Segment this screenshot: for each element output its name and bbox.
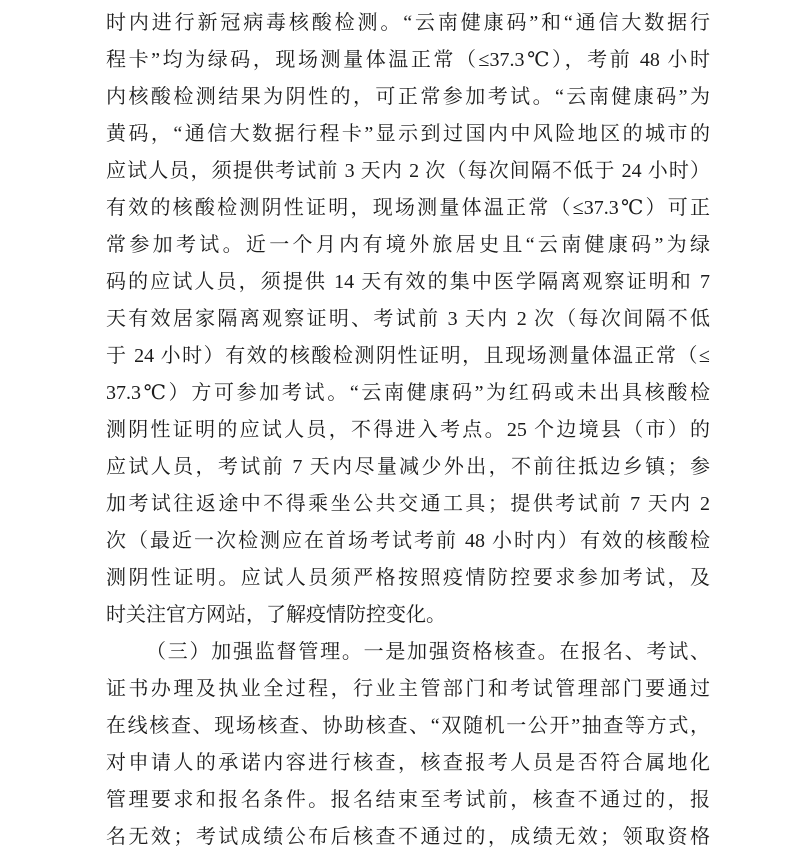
text-line-section-start: （三）加强监督管理。一是加强资格核查。在报名、考试、 xyxy=(146,641,710,663)
text-line: 码的应试人员，须提供 14 天有效的集中医学隔离观察证明和 7 xyxy=(106,271,710,293)
text-line: 应试人员，考试前 7 天内尽量减少外出，不前往抵边乡镇；参 xyxy=(106,456,710,478)
text-line: 在线核查、现场核查、协助核查、“双随机一公开”抽查等方式， xyxy=(106,715,710,737)
text-line: 次（最近一次检测应在首场考试考前 48 小时内）有效的核酸检 xyxy=(106,530,710,552)
text-line: 测阴性证明。应试人员须严格按照疫情防控要求参加考试，及 xyxy=(106,567,710,589)
text-line-paragraph-end: 时关注官方网站，了解疫情防控变化。 xyxy=(106,604,446,626)
text-line: 管理要求和报名条件。报名结束至考试前，核查不通过的，报 xyxy=(106,789,710,811)
text-line: 天有效居家隔离观察证明、考试前 3 天内 2 次（每次间隔不低 xyxy=(106,308,710,330)
text-line: 应试人员，须提供考试前 3 天内 2 次（每次间隔不低于 24 小时） xyxy=(106,160,710,182)
text-line: 测阴性证明的应试人员，不得进入考点。25 个边境县（市）的 xyxy=(106,419,710,441)
text-line: 名无效；考试成绩公布后核查不通过的，成绩无效；领取资格 xyxy=(106,826,710,848)
text-line: 于 24 小时）有效的核酸检测阴性证明，且现场测量体温正常（≤ xyxy=(106,345,710,367)
text-line: 内核酸检测结果为阴性的，可正常参加考试。“云南健康码”为 xyxy=(106,86,710,108)
text-line: 有效的核酸检测阴性证明，现场测量体温正常（≤37.3℃）可正 xyxy=(106,197,710,219)
text-line: 对申请人的承诺内容进行核查，核查报考人员是否符合属地化 xyxy=(106,752,710,774)
text-line: 常参加考试。近一个月内有境外旅居史且“云南健康码”为绿 xyxy=(106,234,710,256)
text-line: 37.3℃）方可参加考试。“云南健康码”为红码或未出具核酸检 xyxy=(106,382,710,404)
text-line: 程卡”均为绿码，现场测量体温正常（≤37.3℃），考前 48 小时 xyxy=(106,49,710,71)
text-line: 黄码，“通信大数据行程卡”显示到过国内中风险地区的城市的 xyxy=(106,123,710,145)
text-line: 加考试往返途中不得乘坐公共交通工具；提供考试前 7 天内 2 xyxy=(106,493,710,515)
text-line: 证书办理及执业全过程，行业主管部门和考试管理部门要通过 xyxy=(106,678,710,700)
text-line: 时内进行新冠病毒核酸检测。“云南健康码”和“通信大数据行 xyxy=(106,12,710,34)
